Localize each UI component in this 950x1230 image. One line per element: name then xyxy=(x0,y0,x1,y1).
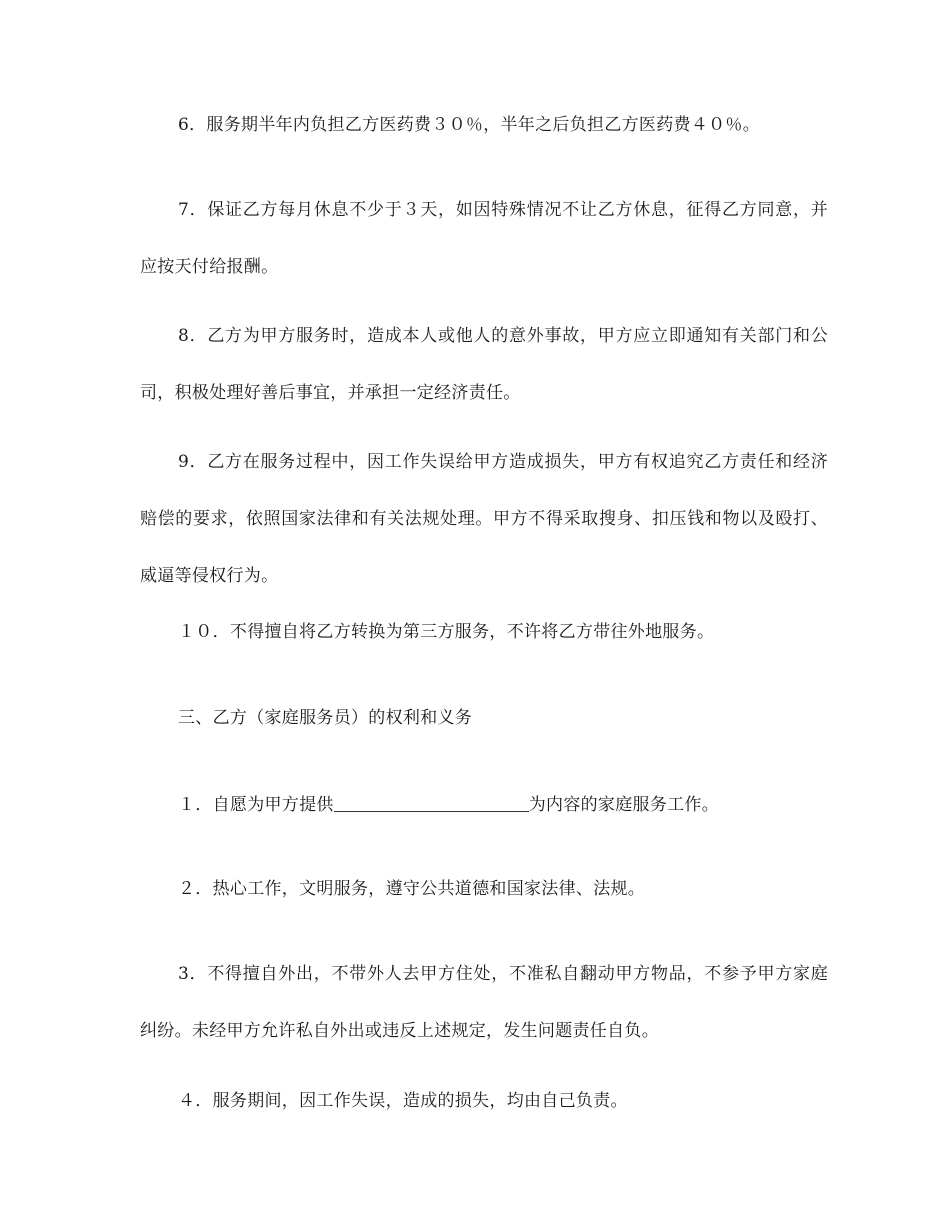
clause-10 xyxy=(140,604,828,661)
clause-7 xyxy=(140,182,828,296)
clause-number: ２． xyxy=(178,879,213,899)
clause-number: 9． xyxy=(178,452,208,472)
clause-text-after: 为内容的家庭服务工作。 xyxy=(528,795,720,815)
clause-8 xyxy=(140,308,828,422)
clause-number: ４． xyxy=(178,1091,213,1111)
clause-number: １． xyxy=(178,795,213,815)
clause-text: 服务期间，因工作失误，造成的损失，均由自己负责。 xyxy=(212,1091,628,1111)
duty-3 xyxy=(140,946,828,1060)
clause-text: 不得擅自将乙方转换为第三方服务，不许将乙方带往外地服务。 xyxy=(229,622,715,642)
clause-text: 保证乙方每月休息不少于３天，如因特殊情况不让乙方休息，征得乙方同意，并应按天付给报酬。 xyxy=(140,200,828,277)
clause-number: １０． xyxy=(178,622,230,642)
clause-text: 乙方在服务过程中，因工作失误给甲方造成损失，甲方有权追究乙方责任和经济赔偿的要求，依照国家法律和有关法规处理。甲方不得采取搜身、扣压钱和物以及殴打、威逼等侵权行为。 xyxy=(140,452,828,586)
clause-9 xyxy=(140,434,828,605)
clause-6 xyxy=(140,97,828,154)
section-3-heading: 三、乙方（家庭服务员）的权利和义务 xyxy=(178,708,473,728)
clause-number: 8． xyxy=(178,326,208,346)
duty-2 xyxy=(140,861,828,918)
clause-text-before: 自愿为甲方提供 xyxy=(212,795,334,815)
clause-text: 不得擅自外出，不带外人去甲方住处，不准私自翻动甲方物品，不参予甲方家庭纠纷。未经甲方允许私自外出或违反上述规定，发生问题责任自负。 xyxy=(140,964,828,1041)
clause-text: 服务期半年内负担乙方医药费３０％，半年之后负担乙方医药费４０％。 xyxy=(206,115,761,135)
clause-number: 7． xyxy=(178,200,208,220)
clause-text: 热心工作，文明服务，遵守公共道德和国家法律、法规。 xyxy=(212,879,646,899)
clause-number: 3． xyxy=(178,964,208,984)
clause-number: 6． xyxy=(178,115,207,135)
clause-text: 乙方为甲方服务时，造成本人或他人的意外事故，甲方应立即通知有关部门和公司，积极处理好善后事宜，并承担一定经济责任。 xyxy=(140,326,828,403)
service-content-blank[interactable] xyxy=(334,793,529,812)
duty-1 xyxy=(140,777,828,834)
duty-4 xyxy=(140,1073,828,1130)
